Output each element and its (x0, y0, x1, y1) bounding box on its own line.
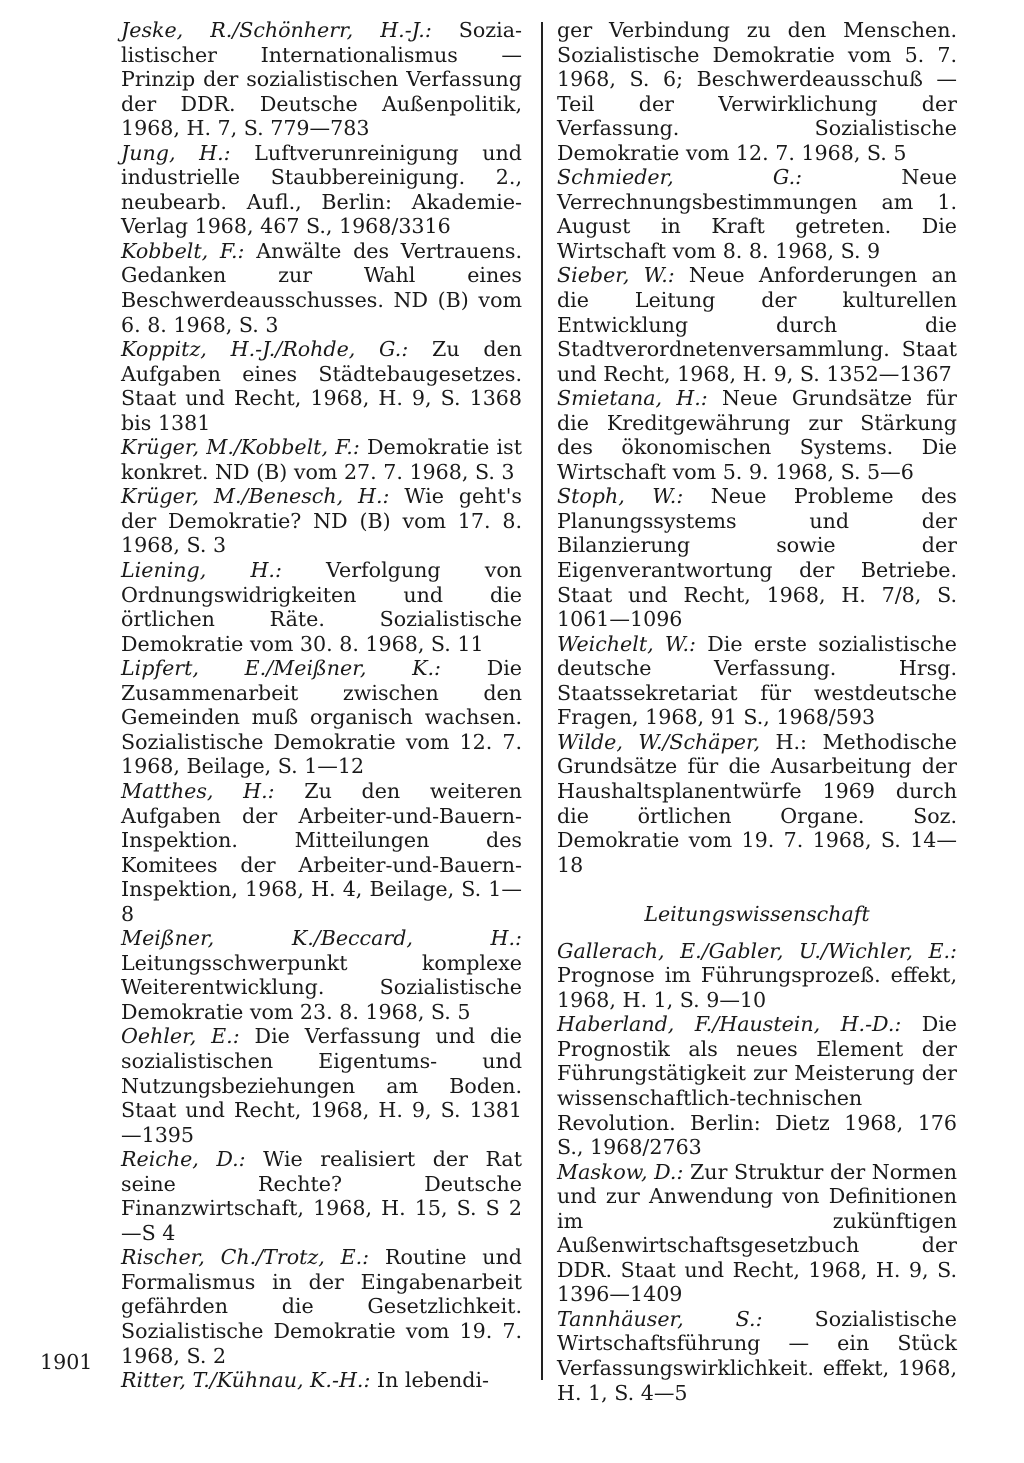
entry-author: Kobbelt, F.: (121, 238, 245, 263)
bib-entry (121, 435, 522, 484)
entry-text: Routine und Formalismus in der Eingabenarbeit gefährden die Gesetzlichkeit. Sozialistische Demokratie vom 19. 7. 1968, S. 2 (121, 1245, 522, 1368)
entry-text: Zur Struktur der Normen und zur Anwendung von Definitionen im zukünftigen Außenwirtschaftsgesetzbuch der DDR. Staat und Recht, 1968, H. 9, S. 1396—1409 (557, 1159, 957, 1307)
bib-entry (557, 730, 957, 877)
page-number: 1901 (40, 1350, 93, 1374)
entry-text: Anwälte des Vertrauens. Gedanken zur Wahl eines Beschwerdeausschusses. ND (B) vom 6. 8. 1968, S. 3 (121, 238, 522, 337)
entry-author: Jung, H.: (121, 140, 231, 165)
entry-text: Demokratie ist konkret. ND (B) vom 27. 7. 1968, S. 3 (121, 435, 522, 484)
entry-text: Die Zusammenarbeit zwischen den Gemeinden muß organisch wachsen. Sozialistische Demokratie vom 12. 7. 1968, Beilage, S. 1—12 (121, 656, 522, 779)
entry-author: Smietana, H.: (557, 386, 708, 411)
bib-entry (121, 926, 522, 1024)
bib-entry (557, 484, 957, 631)
bib-entry (121, 1368, 522, 1393)
bib-entry (557, 1012, 957, 1159)
entry-author: Sieber, W.: (557, 263, 675, 288)
entry-author: Liening, H.: (121, 558, 282, 583)
entry-text: Wie realisiert der Rat seine Rechte? Deutsche Finanzwirtschaft, 1968, H. 15, S. S 2—S 4 (121, 1147, 522, 1245)
entry-text: Neue Grundsätze für die Kreditgewährung zur Stärkung des ökonomischen Systems. Die Wirtschaft vom 5. 9. 1968, S. 5—6 (557, 386, 957, 484)
entry-author: Stoph, W.: (557, 484, 684, 509)
entry-author: Gallerach, E./Gabler, U./Wichler, E.: (557, 938, 957, 963)
entry-text: Neue Probleme des Planungssystems und der Bilanzierung sowie der Eigenverantwortung der Betriebe. Staat und Recht, 1968, H. 7/8, S. 1061—1096 (557, 484, 957, 632)
left-column (121, 18, 522, 1393)
entry-author: Lipfert, E./Meißner, K.: (121, 656, 441, 681)
entry-author: Tannhäuser, S.: (557, 1306, 763, 1331)
bib-entry (121, 484, 522, 558)
entry-text: Die erste sozialistische deutsche Verfassung. Hrsg. Staatssekretariat für westdeutsche Fragen, 1968, 91 S., 1968/593 (557, 631, 957, 730)
entry-author: Meißner, K./Beccard, H.: (121, 926, 522, 951)
entry-text: Wie geht's der Demokratie? ND (B) vom 17. 8. 1968, S. 3 (121, 484, 522, 558)
entry-text: Sozialistischer Internationalismus — Prinzip der sozialistischen Verfassung der DDR. Deutsche Außenpolitik, 1968, H. 7, S. 779—783 (121, 18, 522, 141)
bib-entry (557, 632, 957, 730)
bib-entry (557, 1307, 957, 1405)
entry-author: Weichelt, W.: (557, 631, 696, 656)
bib-entry (121, 558, 522, 656)
entry-text: In lebendi- (370, 1368, 490, 1393)
entry-author: Rischer, Ch./Trotz, E.: (121, 1245, 370, 1270)
bib-entry (121, 337, 522, 435)
column-divider (541, 22, 543, 1380)
bib-entry (557, 18, 957, 165)
bib-entry (557, 263, 957, 386)
bib-entry (121, 239, 522, 337)
entry-author: Ritter, T./Kühnau, K.-H.: (121, 1368, 371, 1393)
entry-author: Oehler, E.: (121, 1024, 240, 1049)
entry-text: Leitungsschwerpunkt komplexe Weiterentwicklung. Sozialistische Demokratie vom 23. 8. 1968, S. 5 (121, 950, 522, 1024)
entry-author: Reiche, D.: (121, 1147, 246, 1172)
bib-entry (121, 656, 522, 779)
entry-author: Koppitz, H.-J./Rohde, G.: (121, 337, 409, 362)
entry-text: Zu den Aufgaben eines Städtebaugesetzes. Staat und Recht, 1968, H. 9, S. 1368 bis 1381 (121, 337, 522, 435)
entry-text: Prognose im Führungsprozeß. effekt, 1968, H. 1, S. 9—10 (557, 963, 957, 1012)
entry-text: Verfolgung von Ordnungswidrigkeiten und die örtlichen Räte. Sozialistische Demokratie vom 30. 8. 1968, S. 11 (121, 558, 522, 656)
bib-entry (557, 1160, 957, 1307)
entry-text: Neue Anforderungen an die Leitung der kulturellen Entwicklung durch die Stadtverordnetenversammlung. Staat und Recht, 1968, H. 9, S. 1352—1367 (557, 263, 957, 386)
bib-entry (121, 1024, 522, 1147)
entry-author: Schmieder, G.: (557, 165, 803, 190)
entry-author: Krüger, M./Kobbelt, F.: (121, 435, 360, 460)
entry-author: Jeske, R./Schönherr, H.-J.: (121, 18, 432, 42)
entry-author: Krüger, M./Benesch, H.: (121, 484, 390, 509)
entry-text: Sozialistische Wirtschaftsführung — ein Stück Verfassungswirklichkeit. effekt, 1968, H. 1, S. 4—5 (557, 1306, 957, 1405)
bib-entry (121, 1245, 522, 1368)
entry-author: Matthes, H.: (121, 778, 275, 803)
entry-author: Maskow, D.: (557, 1159, 684, 1184)
entry-text: Die Prognostik als neues Element der Führungstätigkeit zur Meisterung der wissenschaftlich-technischen Revolution. Berlin: Dietz 1968, 176 S., 1968/2763 (557, 1012, 957, 1160)
entry-text: H.: Methodische Grundsätze für die Ausarbeitung der Haushaltsplanentwürfe 1969 durch die örtlichen Organe. Soz. Demokratie vom 19. 7. 1968, S. 14—18 (557, 729, 957, 877)
entry-text: ger Verbindung zu den Menschen. Sozialistische Demokratie vom 5. 7. 1968, S. 6; Beschwerdeausschuß — Teil der Verwirklichung der Verfassung. Sozialistische Demokratie vom 12. 7. 1968, S. 5 (557, 18, 957, 165)
bib-entry (121, 1147, 522, 1245)
entry-text: Zu den weiteren Aufgaben der Arbeiter-und-Bauern-Inspektion. Mitteilungen des Komitees der Arbeiter-und-Bauern-Inspektion, 1968, H. 4, Beilage, S. 1—8 (121, 778, 522, 926)
bib-entry (121, 141, 522, 239)
entry-author: Haberland, F./Haustein, H.-D.: (557, 1012, 902, 1037)
entry-author: Wilde, W./Schäper, (557, 729, 761, 754)
right-column (557, 18, 957, 1405)
section-heading: Leitungswissenschaft (644, 902, 870, 927)
bib-entry (121, 18, 522, 141)
bib-entry (557, 939, 957, 1013)
bib-entry (557, 165, 957, 263)
entry-text: Luftverunreinigung und industrielle Staubbereinigung. 2., neubearb. Aufl., Berlin: Akademie-Verlag 1968, 467 S., 1968/3316 (121, 140, 522, 239)
entry-text: Die Verfassung und die sozialistischen Eigentums- und Nutzungsbeziehungen am Boden. Staat und Recht, 1968, H. 9, S. 1381—1395 (121, 1024, 522, 1147)
entry-text: Neue Verrechnungsbestimmungen am 1. August in Kraft getreten. Die Wirtschaft vom 8. 8. 1968, S. 9 (557, 165, 957, 263)
bib-entry (557, 386, 957, 484)
bib-entry (121, 779, 522, 926)
